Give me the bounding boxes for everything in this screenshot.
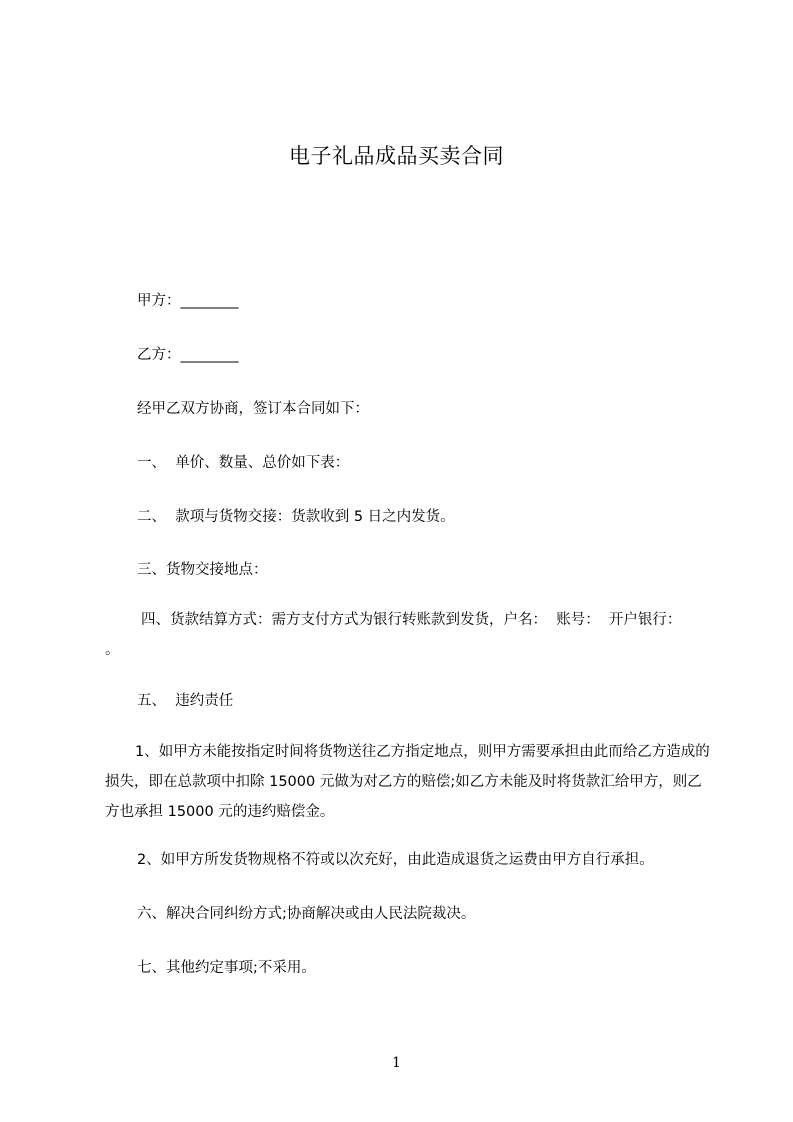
section-4: 四、货款结算方式：需方支付方式为银行转账款到发货，户名： 账号： 开户银行： 。 — [105, 612, 691, 658]
document-title: 电子礼品成品买卖合同 — [289, 144, 504, 168]
section-2: 二、 款项与货物交接：货款收到 5 日之内发货。 — [137, 509, 455, 525]
breach-clause-2: 2、如甲方所发货物规格不符或以次充好，由此造成退货之运费由甲方自行承担。 — [137, 852, 654, 868]
section-3: 三、货物交接地点： — [137, 562, 268, 578]
section-5-heading: 五、 违约责任 — [137, 693, 234, 709]
page-number: 1 — [392, 1055, 401, 1071]
section-6: 六、解决合同纠纷方式;协商解决或由人民法院裁决。 — [137, 906, 476, 922]
intro-paragraph: 经甲乙双方协商，签订本合同如下： — [137, 401, 369, 417]
party-a-line: 甲方：________ — [137, 293, 239, 309]
breach-clause-1: 1、如甲方未能按指定时间将货物送往乙方指定地点，则甲方需要承担由此而给乙方造成的损失，即在总款项中扣除 15000 元做为对乙方的赔偿;如乙方未能及时将货款汇给甲方，则乙方也承担 15000 元的违约赔偿金。 — [105, 744, 710, 820]
section-7: 七、其他约定事项;不采用。 — [137, 960, 316, 976]
section-1: 一、 单价、数量、总价如下表： — [137, 455, 350, 471]
party-b-line: 乙方：________ — [137, 347, 239, 363]
